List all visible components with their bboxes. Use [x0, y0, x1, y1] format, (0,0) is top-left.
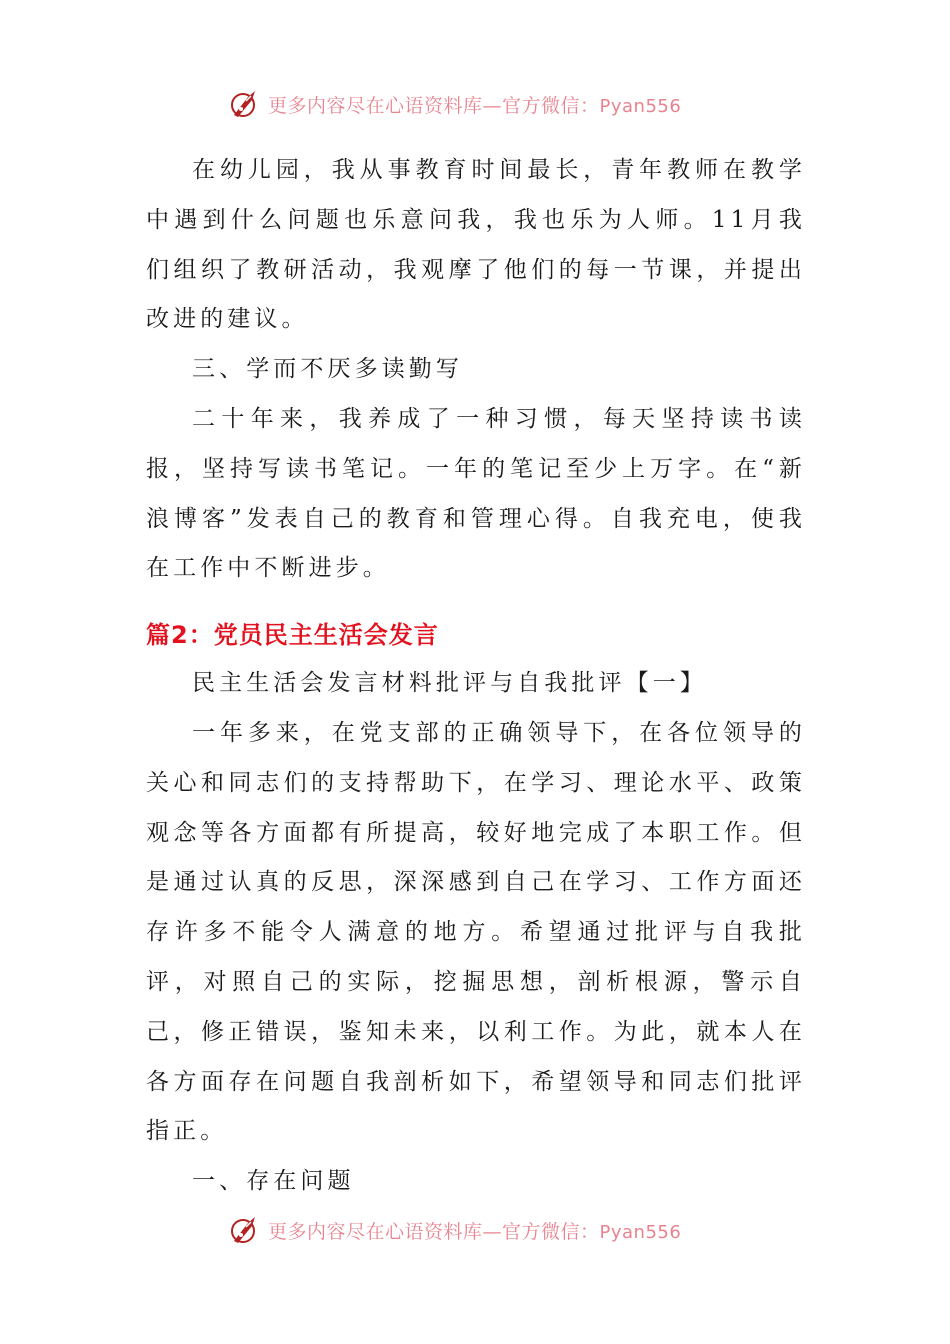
watermark-id: Pyan556 [599, 95, 682, 117]
header-watermark [228, 86, 748, 122]
watermark-text: 更多内容尽在心语资料库—官方微信：Pyan556 [268, 94, 682, 117]
section-heading-1: 一、存在问题 [192, 1168, 355, 1195]
section-heading-3: 三、学而不厌多读勤写 [192, 356, 463, 383]
document-body [146, 146, 806, 1207]
paragraph-3: 一年多来，在党支部的正确领导下，在各位领导的关心和同志们的支持帮助下，在学习、理论水平、政策观念等各方面都有所提高，较好地完成了本职工作。但是通过认真的反思，深深感到自己在学习、工作方面还存许多不能令人满意的地方。希望通过批评与自我批评，对照自己的实际，挖掘思想，剖析根源，警示自己，修正错误，鉴知未来，以利工作。为此，就本人在各方面存在问题自我剖析如下，希望领导和同志们批评指正。 [146, 719, 806, 1145]
paragraph-2: 二十年来，我养成了一种习惯，每天坚持读书读报，坚持写读书笔记。一年的笔记至少上万字。在“新浪博客”发表自己的教育和管理心得。自我充电，使我在工作中不断进步。 [146, 405, 806, 582]
pen-nib-circle-icon [228, 87, 262, 121]
footer-watermark [228, 1212, 748, 1248]
paragraph-1: 在幼儿园，我从事教育时间最长，青年教师在教学中遇到什么问题也乐意问我，我也乐为人师。11月我们组织了教研活动，我观摩了他们的每一节课，并提出改进的建议。 [146, 157, 806, 333]
pen-nib-circle-icon [228, 1213, 262, 1247]
watermark-id: Pyan556 [599, 1221, 682, 1243]
watermark-text: 更多内容尽在心语资料库—官方微信：Pyan556 [268, 1220, 682, 1243]
article-heading: 篇2：党员民主生活会发言 [146, 621, 439, 650]
subtitle: 民主生活会发言材料批评与自我批评【一】 [192, 670, 707, 697]
